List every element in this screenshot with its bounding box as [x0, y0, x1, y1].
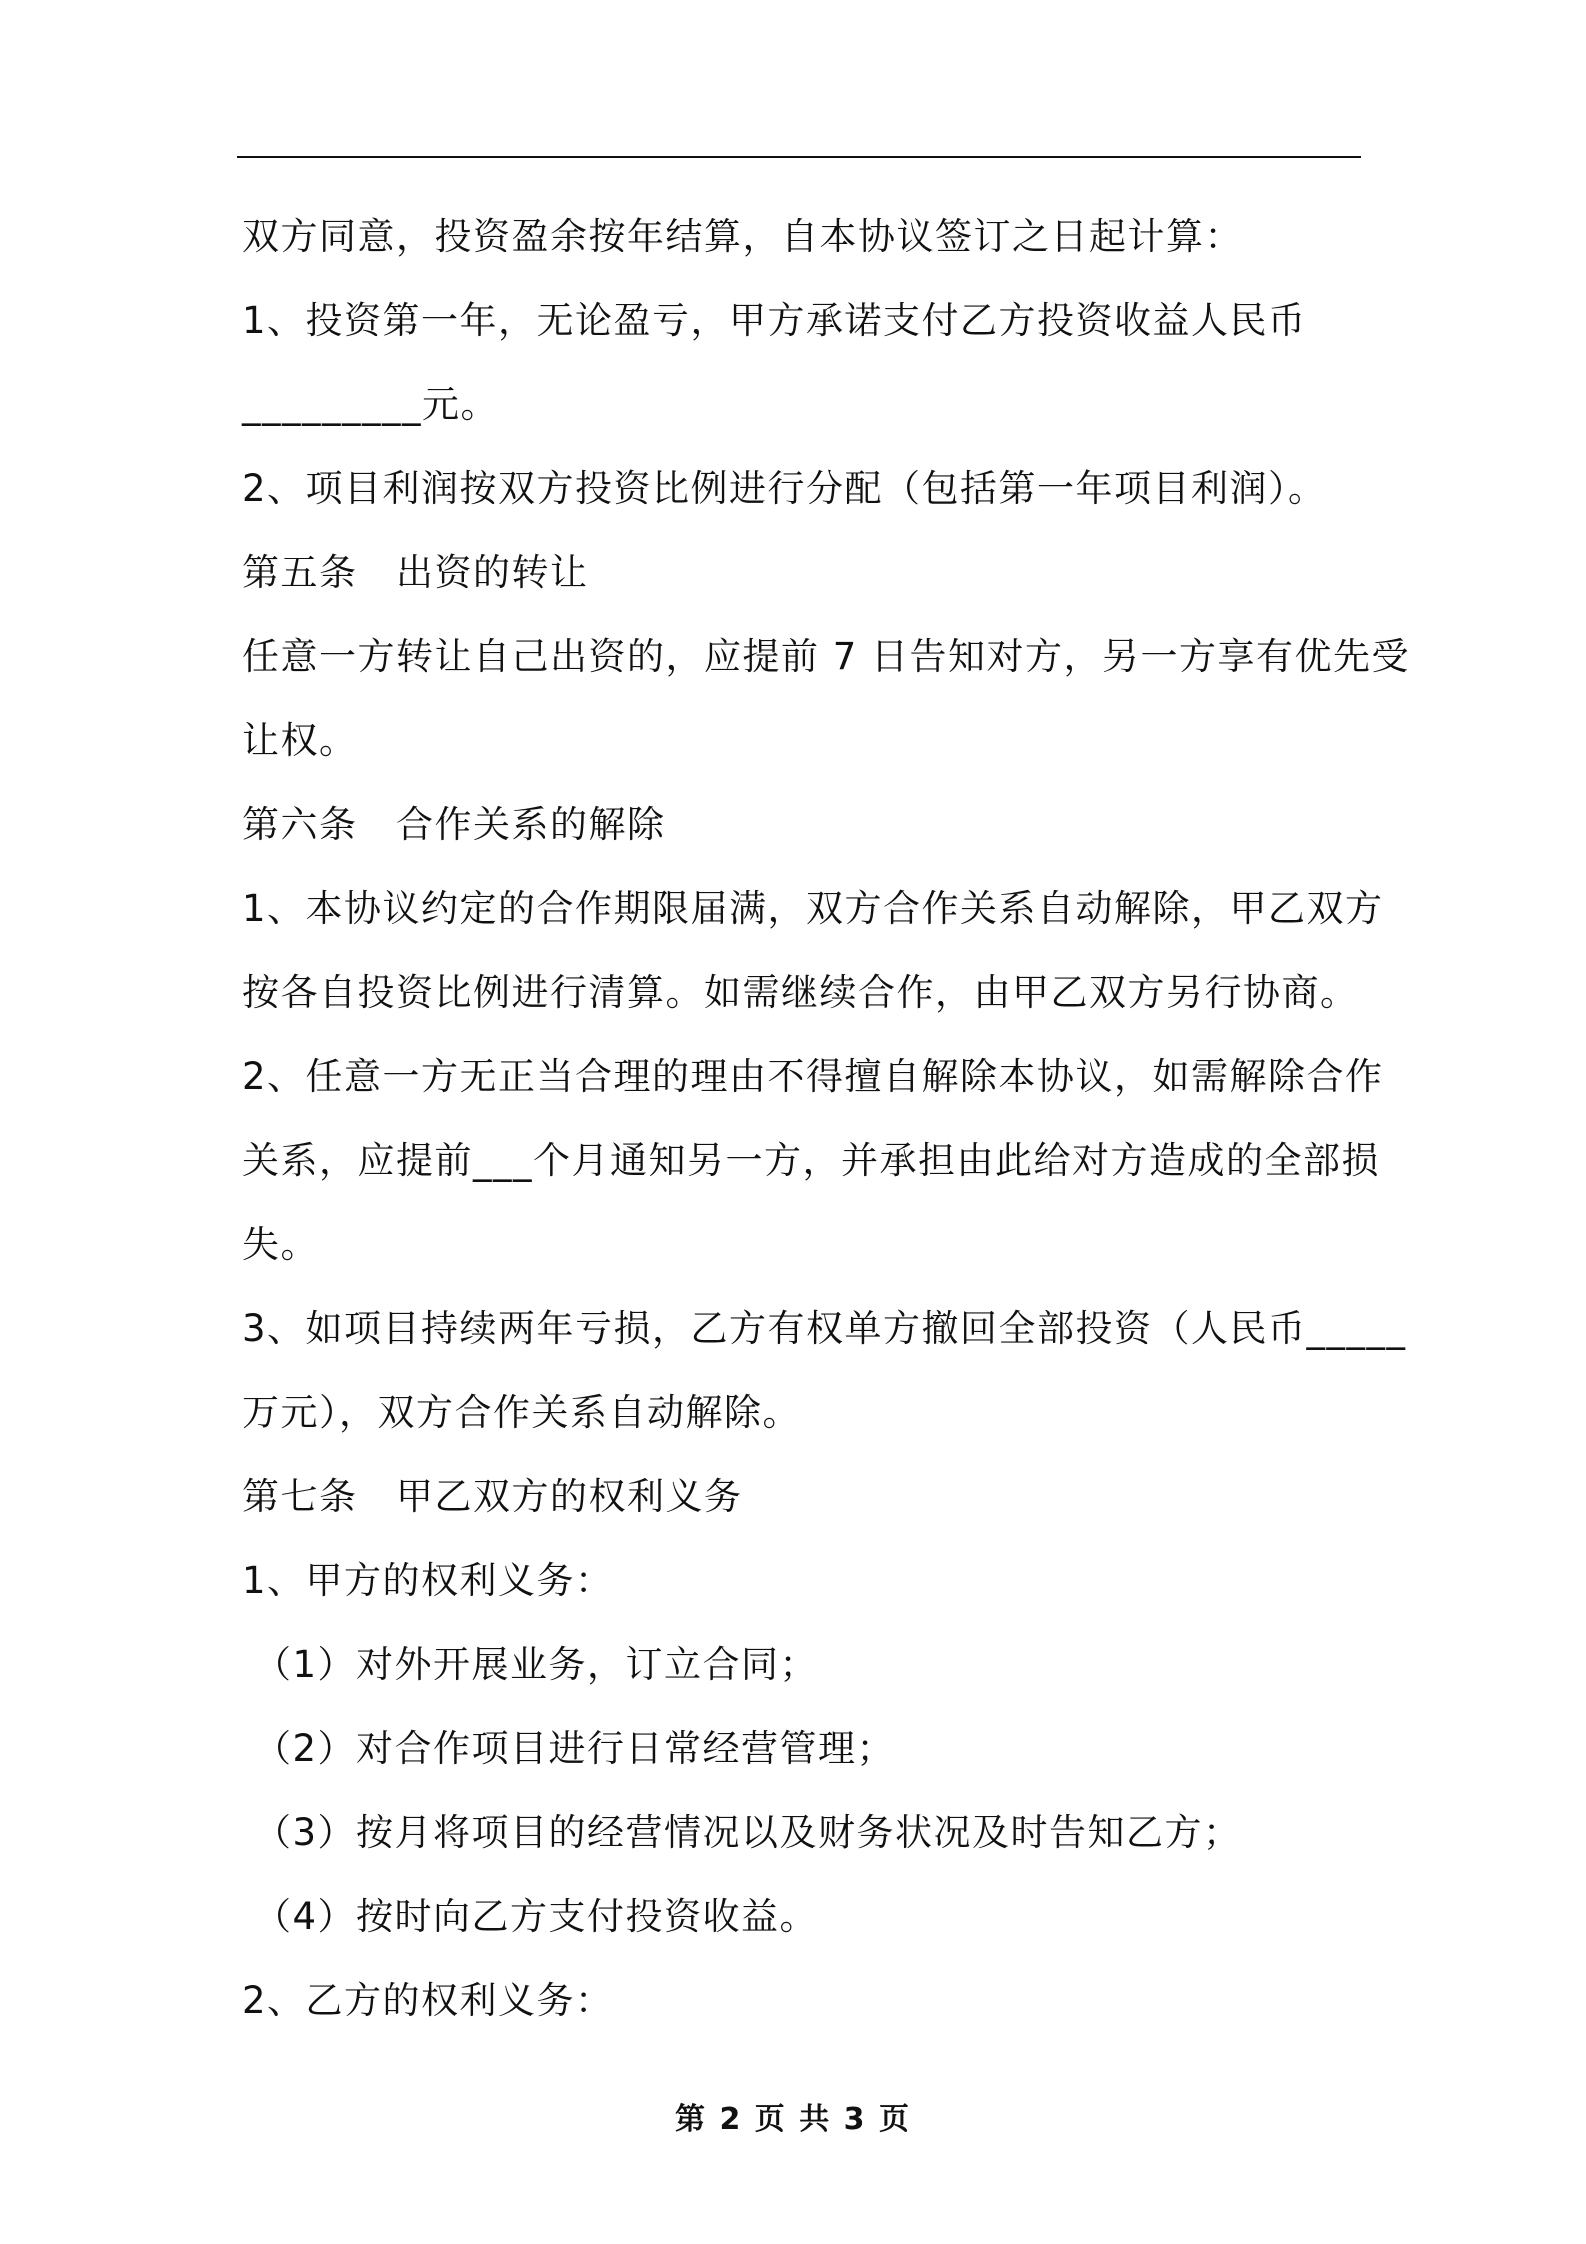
list-item: （4）按时向乙方支付投资收益。 — [254, 1895, 819, 1938]
paragraph-line: 3、如项目持续两年亏损，乙方有权单方撤回全部投资（人民币_____ — [242, 1307, 1407, 1350]
paragraph-line: 2、项目利润按双方投资比例进行分配（包括第一年项目利润）。 — [242, 467, 1327, 510]
section-heading: 第五条 出资的转让 — [242, 551, 589, 594]
paragraph-line: 2、任意一方无正当合理的理由不得擅自解除本协议，如需解除合作 — [242, 1055, 1384, 1098]
section-heading: 第七条 甲乙双方的权利义务 — [242, 1475, 743, 1518]
document-body — [242, 195, 1411, 2043]
paragraph-line: 任意一方转让自己出资的，应提前 7 日告知对方，另一方享有优先受 — [242, 635, 1411, 678]
paragraph-line: 2、乙方的权利义务： — [242, 1979, 614, 2022]
paragraph-line: 1、本协议约定的合作期限届满，双方合作关系自动解除，甲乙双方 — [242, 887, 1384, 930]
paragraph-line: 让权。 — [242, 719, 358, 762]
paragraph-line: 1、甲方的权利义务： — [242, 1559, 614, 1602]
list-item: （2）对合作项目进行日常经营管理； — [254, 1727, 896, 1770]
paragraph-line: 双方同意，投资盈余按年结算，自本协议签订之日起计算： — [242, 215, 1243, 258]
paragraph-line: 关系，应提前___个月通知另一方，并承担由此给对方造成的全部损 — [242, 1139, 1380, 1182]
list-item: （3）按月将项目的经营情况以及财务状况及时告知乙方； — [254, 1811, 1242, 1854]
page-footer: 第 2 页 共 3 页 — [675, 2102, 911, 2137]
paragraph-line: 失。 — [242, 1223, 319, 1266]
section-heading: 第六条 合作关系的解除 — [242, 803, 666, 846]
paragraph-line: 万元），双方合作关系自动解除。 — [242, 1391, 801, 1434]
list-item: （1）对外开展业务，订立合同； — [254, 1643, 819, 1686]
paragraph-line: 按各自投资比例进行清算。如需继续合作，由甲乙双方另行协商。 — [242, 971, 1359, 1014]
header-rule — [237, 156, 1361, 158]
paragraph-line: _________元。 — [242, 383, 499, 426]
paragraph-line: 1、投资第一年，无论盈亏，甲方承诺支付乙方投资收益人民币 — [242, 299, 1307, 342]
